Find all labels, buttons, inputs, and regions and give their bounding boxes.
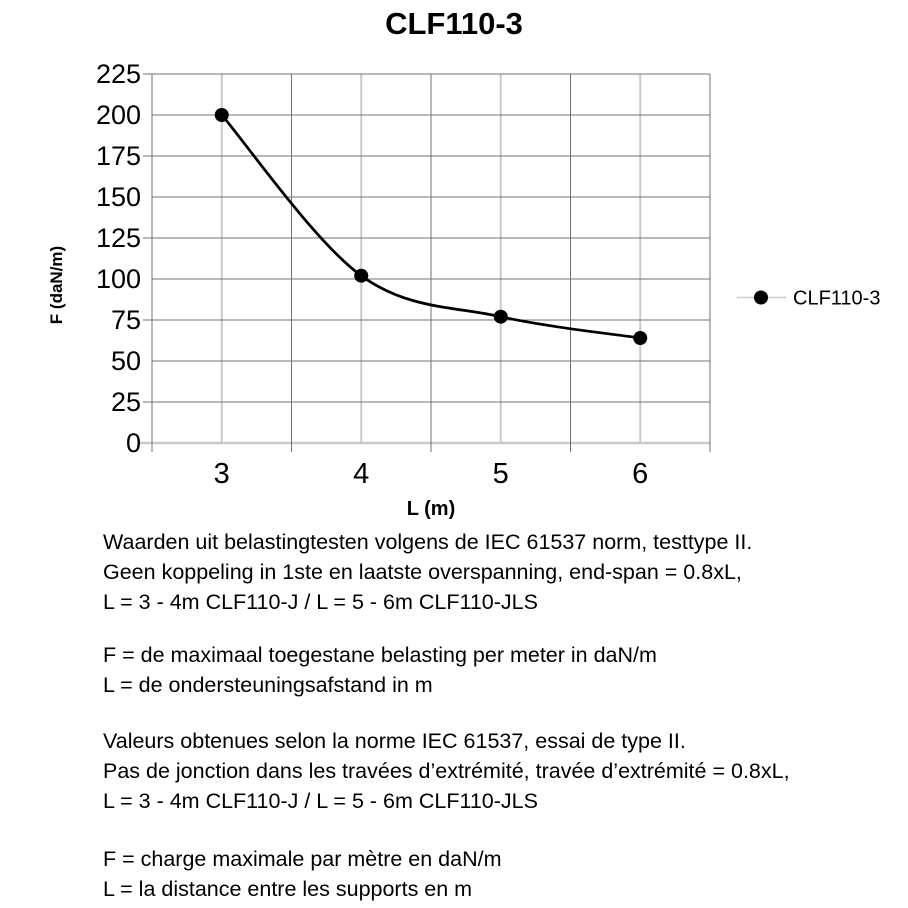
data-point-marker [354,269,368,283]
x-tick-label: 5 [492,458,509,490]
data-point-marker [494,310,508,324]
y-tick-label: 125 [95,223,141,253]
y-tick-label: 150 [95,182,141,212]
note-line: L = 3 - 4m CLF110-J / L = 5 - 6m CLF110-JLS [103,789,538,813]
note-block-nl-test [103,527,752,617]
note-block-fr-legend [103,844,502,904]
note-line: Geen koppeling in 1ste en laatste overspanning, end-span = 0.8xL, [103,560,742,584]
y-tick-label: 100 [95,264,141,294]
legend-marker-dot [754,291,768,305]
y-tick-label: 25 [110,387,141,417]
x-axis-title: L (m) [406,498,456,520]
x-tick-label: 4 [353,458,370,490]
y-tick-label: 0 [125,428,141,458]
y-tick-label: 225 [95,59,141,89]
note-line: Pas de jonction dans les travées d’extrémité, travée d’extrémité = 0.8xL, [103,759,790,783]
note-line: F = de maximaal toegestane belasting per meter in daN/m [103,643,657,667]
y-tick-label: 75 [110,305,141,335]
note-line: F = charge maximale par mètre en daN/m [103,847,502,871]
note-line: L = la distance entre les supports en m [103,877,473,901]
x-tick-label: 3 [213,458,230,490]
y-axis-title: F (daN/m) [47,245,66,325]
note-line: Valeurs obtenues selon la norme IEC 61537, essai de type II. [103,729,686,753]
y-tick-label: 50 [110,346,141,376]
legend-label: CLF110-3 [793,287,881,310]
note-block-fr-test [103,726,790,816]
chart-title: CLF110-3 [385,6,523,41]
y-tick-label: 175 [95,141,141,171]
note-line: L = de ondersteuningsafstand in m [103,673,433,697]
note-line: L = 3 - 4m CLF110-J / L = 5 - 6m CLF110-JLS [103,590,538,614]
y-tick-label: 200 [95,100,141,130]
note-line: Waarden uit belastingtesten volgens de IEC 61537 norm, testtype II. [103,530,753,554]
data-point-marker [633,331,647,345]
note-block-nl-legend [103,640,657,700]
x-tick-label: 6 [632,458,649,490]
data-point-marker [215,108,229,122]
